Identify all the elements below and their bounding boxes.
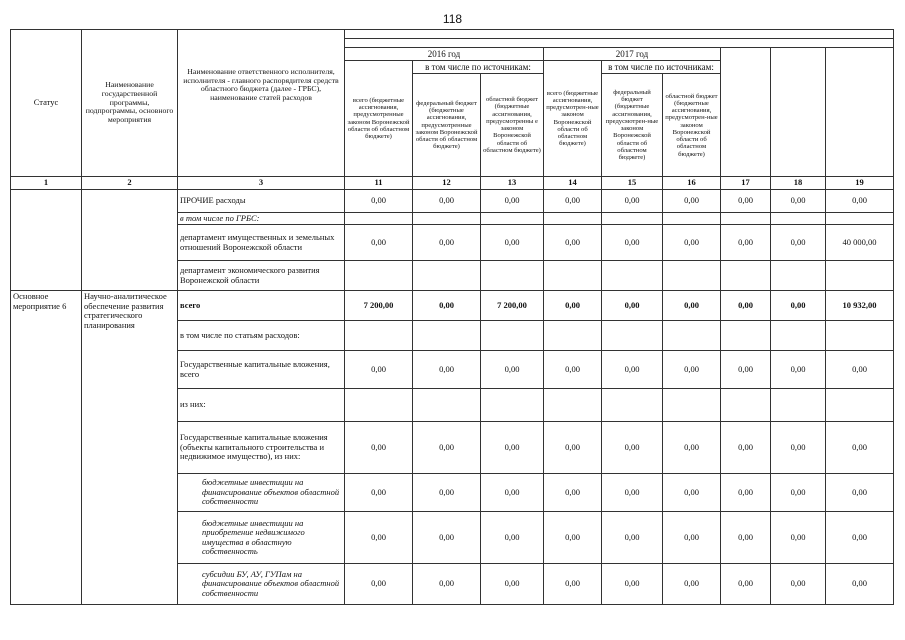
header-program: Наименование государственной программы, подпрограммы, основного мероприятия [82, 30, 178, 177]
header-blank-17 [721, 48, 771, 177]
value-cell: 0,00 [602, 351, 663, 389]
value-cell [481, 389, 544, 422]
value-cell [721, 321, 771, 351]
value-cell [602, 389, 663, 422]
value-cell [345, 261, 413, 291]
row-label: субсидии БУ, АУ, ГУПам на финансирование объектов областной собственности [178, 564, 345, 605]
header-col-13: областной бюджет (бюджетные ассигнования, предусмотренны е законом Воронежской области об областном бюджете) [481, 74, 544, 177]
row-label: в том числе по статьям расходов: [178, 321, 345, 351]
value-cell: 0,00 [413, 474, 481, 512]
value-cell: 0,00 [826, 512, 894, 564]
value-cell: 0,00 [602, 291, 663, 321]
value-cell: 7 200,00 [481, 291, 544, 321]
value-cell: 0,00 [663, 422, 721, 474]
value-cell: 0,00 [345, 474, 413, 512]
value-cell: 0,00 [413, 351, 481, 389]
row-label: в том числе по ГРБС: [178, 212, 345, 225]
value-cell: 0,00 [544, 422, 602, 474]
col-num: 2 [82, 177, 178, 190]
value-cell: 0,00 [481, 512, 544, 564]
value-cell: 0,00 [481, 225, 544, 261]
value-cell [771, 212, 826, 225]
value-cell [544, 212, 602, 225]
value-cell: 0,00 [771, 512, 826, 564]
value-cell: 0,00 [826, 422, 894, 474]
value-cell: 0,00 [602, 422, 663, 474]
value-cell: 0,00 [345, 422, 413, 474]
value-cell: 0,00 [481, 422, 544, 474]
row-label: Государственные капитальные вложения, всего [178, 351, 345, 389]
col-num: 13 [481, 177, 544, 190]
value-cell: 0,00 [771, 225, 826, 261]
value-cell: 0,00 [345, 351, 413, 389]
value-cell: 0,00 [602, 512, 663, 564]
value-cell [413, 261, 481, 291]
value-cell: 0,00 [345, 225, 413, 261]
value-cell: 0,00 [663, 512, 721, 564]
row-label: ПРОЧИЕ расходы [178, 189, 345, 212]
col-num: 14 [544, 177, 602, 190]
value-cell: 0,00 [481, 351, 544, 389]
value-cell [345, 389, 413, 422]
value-cell: 0,00 [721, 422, 771, 474]
value-cell: 0,00 [413, 512, 481, 564]
value-cell: 0,00 [663, 189, 721, 212]
value-cell: 0,00 [771, 422, 826, 474]
value-cell: 10 932,00 [826, 291, 894, 321]
header-executor: Наименование ответственного исполнителя, исполнителя - главного распорядителя средств областного бюджета (далее - ГРБС), наименование статей расходов [178, 30, 345, 177]
header-incl-2016: в том числе по источникам: [413, 61, 544, 74]
value-cell: 0,00 [721, 291, 771, 321]
value-cell: 0,00 [721, 189, 771, 212]
value-cell [826, 261, 894, 291]
value-cell: 0,00 [602, 189, 663, 212]
value-cell [663, 212, 721, 225]
header-year-2016: 2016 год [345, 48, 544, 61]
table-row [11, 189, 894, 212]
value-cell: 0,00 [345, 512, 413, 564]
value-cell [544, 261, 602, 291]
value-cell [602, 212, 663, 225]
value-cell: 0,00 [544, 474, 602, 512]
value-cell: 0,00 [602, 474, 663, 512]
value-cell: 0,00 [413, 189, 481, 212]
value-cell [481, 261, 544, 291]
value-cell: 0,00 [544, 225, 602, 261]
value-cell [721, 261, 771, 291]
col-num: 3 [178, 177, 345, 190]
value-cell [663, 261, 721, 291]
value-cell [413, 212, 481, 225]
value-cell: 0,00 [413, 225, 481, 261]
value-cell: 0,00 [481, 189, 544, 212]
col-num: 19 [826, 177, 894, 190]
header-incl-2017: в том числе по источникам: [602, 61, 721, 74]
value-cell [481, 212, 544, 225]
col-num: 11 [345, 177, 413, 190]
value-cell [544, 389, 602, 422]
value-cell [826, 321, 894, 351]
value-cell [602, 261, 663, 291]
value-cell: 7 200,00 [345, 291, 413, 321]
program-cell-empty [82, 189, 178, 291]
value-cell: 0,00 [602, 225, 663, 261]
col-num: 18 [771, 177, 826, 190]
value-cell: 0,00 [544, 512, 602, 564]
value-cell: 40 000,00 [826, 225, 894, 261]
row-label: всего [178, 291, 345, 321]
value-cell: 0,00 [602, 564, 663, 605]
value-cell: 0,00 [345, 564, 413, 605]
value-cell: 0,00 [771, 474, 826, 512]
header-blank-top [345, 30, 894, 39]
header-col-16: областной бюджет (бюджетные ассигнования, предусмотрен-ные законом Воронежской области об областном бюджете) [663, 74, 721, 177]
value-cell: 0,00 [544, 189, 602, 212]
value-cell: 0,00 [481, 564, 544, 605]
col-num: 17 [721, 177, 771, 190]
value-cell: 0,00 [721, 474, 771, 512]
value-cell: 0,00 [771, 564, 826, 605]
header-year-2017: 2017 год [544, 48, 721, 61]
value-cell [345, 321, 413, 351]
header-blank-second [345, 39, 894, 48]
col-num: 15 [602, 177, 663, 190]
value-cell: 0,00 [721, 512, 771, 564]
value-cell: 0,00 [663, 291, 721, 321]
value-cell: 0,00 [413, 291, 481, 321]
value-cell: 0,00 [544, 351, 602, 389]
value-cell: 0,00 [826, 189, 894, 212]
value-cell: 0,00 [771, 291, 826, 321]
value-cell: 0,00 [721, 351, 771, 389]
header-col-15: федеральный бюджет (бюджетные ассигнования, предусмотрен-ные законом Воронежской области об областном бюджете) [602, 74, 663, 177]
value-cell [345, 212, 413, 225]
value-cell: 0,00 [663, 225, 721, 261]
value-cell: 0,00 [413, 564, 481, 605]
value-cell [771, 389, 826, 422]
col-num: 12 [413, 177, 481, 190]
value-cell [663, 321, 721, 351]
row-label: бюджетные инвестиции на приобретение недвижимого имущества в областную собственность [178, 512, 345, 564]
value-cell [771, 261, 826, 291]
row-label: бюджетные инвестиции на финансирование объектов областной собственности [178, 474, 345, 512]
value-cell: 0,00 [826, 564, 894, 605]
col-num: 1 [11, 177, 82, 190]
value-cell [602, 321, 663, 351]
page-number: 118 [442, 12, 463, 26]
header-col-14: всего (бюджетные ассигнования, предусмотрен-ные законом Воронежской области об областном бюджете) [544, 61, 602, 177]
header-col-11: всего (бюджетные ассигнования, предусмотренные законом Воронежской области об областном бюджете) [345, 61, 413, 177]
budget-table [10, 29, 894, 605]
header-blank-18 [771, 48, 826, 177]
header-status: Статус [11, 30, 82, 177]
value-cell: 0,00 [345, 189, 413, 212]
header-col-12: федеральный бюджет (бюджетные ассигнования, предусмотренные законом Воронежской области об областном бюджете) [413, 74, 481, 177]
row-label: департамент экономического развития Воронежской области [178, 261, 345, 291]
value-cell [544, 321, 602, 351]
value-cell [771, 321, 826, 351]
status-cell-empty [11, 189, 82, 291]
value-cell: 0,00 [771, 351, 826, 389]
value-cell: 0,00 [826, 351, 894, 389]
value-cell: 0,00 [663, 351, 721, 389]
value-cell: 0,00 [721, 225, 771, 261]
col-num: 16 [663, 177, 721, 190]
value-cell: 0,00 [826, 474, 894, 512]
value-cell [663, 389, 721, 422]
value-cell [721, 389, 771, 422]
row-label: департамент имущественных и земельных отношений Воронежской области [178, 225, 345, 261]
row-label: из них: [178, 389, 345, 422]
value-cell [826, 212, 894, 225]
header-blank-19 [826, 48, 894, 177]
value-cell: 0,00 [413, 422, 481, 474]
value-cell: 0,00 [721, 564, 771, 605]
value-cell: 0,00 [663, 564, 721, 605]
value-cell: 0,00 [663, 474, 721, 512]
value-cell [413, 389, 481, 422]
value-cell [481, 321, 544, 351]
value-cell: 0,00 [771, 189, 826, 212]
table-row [11, 291, 894, 321]
value-cell: 0,00 [544, 291, 602, 321]
row-label: Государственные капитальные вложения (объекты капитального строительства и недвижимое имущество), из них: [178, 422, 345, 474]
program-cell: Научно-аналитическое обеспечение развития стратегического планирования [82, 291, 178, 605]
value-cell: 0,00 [544, 564, 602, 605]
value-cell: 0,00 [481, 474, 544, 512]
value-cell [826, 389, 894, 422]
value-cell [721, 212, 771, 225]
value-cell [413, 321, 481, 351]
status-cell: Основное мероприятие 6 [11, 291, 82, 605]
